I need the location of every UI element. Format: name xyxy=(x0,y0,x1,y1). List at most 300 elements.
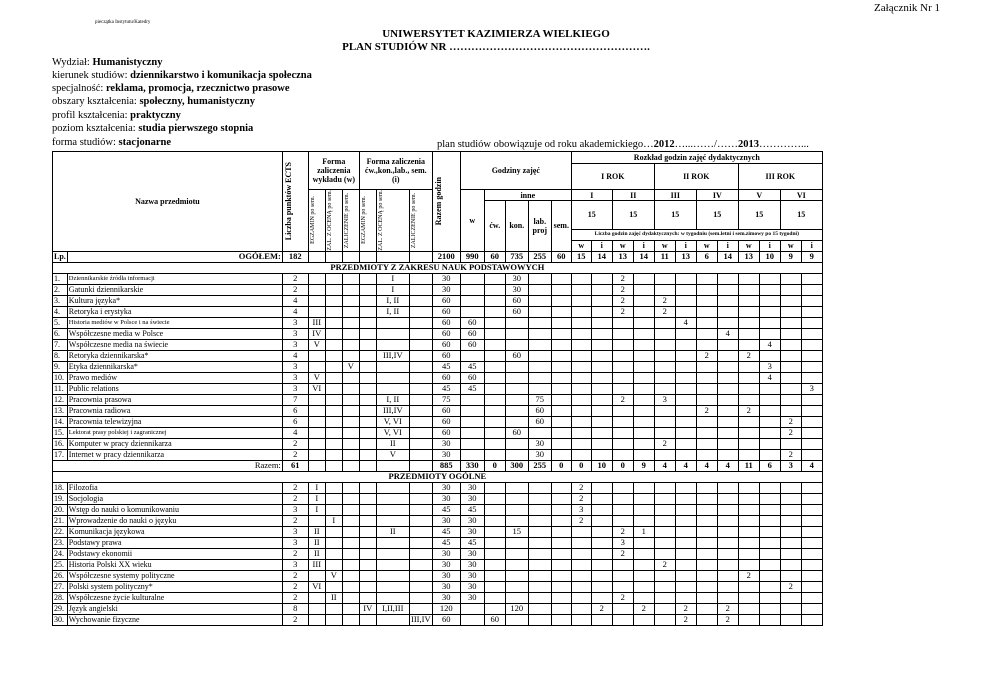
table-cell xyxy=(528,295,551,306)
table-cell xyxy=(717,449,738,460)
table-cell xyxy=(342,581,359,592)
table-cell xyxy=(484,284,505,295)
table-row xyxy=(53,438,844,449)
table-cell: 60 xyxy=(528,416,551,427)
table-cell xyxy=(359,372,376,383)
table-cell xyxy=(325,405,342,416)
table-cell xyxy=(409,372,432,383)
table-cell: 30 xyxy=(432,284,460,295)
header-year-1: I ROK xyxy=(571,164,654,190)
table-cell xyxy=(409,504,432,515)
table-cell xyxy=(633,581,654,592)
table-cell: 3 xyxy=(282,361,308,372)
table-cell xyxy=(359,581,376,592)
table-cell: 4 xyxy=(282,350,308,361)
table-cell xyxy=(551,427,571,438)
table-cell xyxy=(308,515,325,526)
table-cell xyxy=(484,405,505,416)
table-cell xyxy=(738,416,759,427)
table-cell xyxy=(654,537,675,548)
table-cell xyxy=(571,273,591,284)
table-cell xyxy=(801,493,822,504)
table-cell xyxy=(675,592,696,603)
table-cell xyxy=(376,372,409,383)
table-cell xyxy=(738,614,759,625)
table-cell xyxy=(654,361,675,372)
table-cell: 30 xyxy=(432,592,460,603)
attachment-label: Załącznik Nr 1 xyxy=(874,2,940,14)
table-cell xyxy=(675,526,696,537)
table-cell: 120 xyxy=(432,603,460,614)
table-cell: 60 xyxy=(460,372,484,383)
header-weeks-2: 15 xyxy=(612,201,654,230)
table-cell xyxy=(738,339,759,350)
sum-cell: 4 xyxy=(801,460,822,471)
table-cell: 3 xyxy=(612,537,633,548)
table-cell xyxy=(738,394,759,405)
table-cell xyxy=(612,603,633,614)
table-cell xyxy=(801,438,822,449)
table-cell: 2 xyxy=(780,427,801,438)
table-cell xyxy=(551,449,571,460)
table-cell: 45 xyxy=(432,526,460,537)
table-row xyxy=(53,515,844,526)
table-cell: 15 xyxy=(505,526,528,537)
table-cell xyxy=(591,537,612,548)
table-cell xyxy=(696,317,717,328)
header-sem-5: V xyxy=(738,190,780,201)
subject-name: Lektorat prasy polskiej i zagranicznej xyxy=(67,427,282,438)
table-cell xyxy=(308,449,325,460)
table-cell xyxy=(571,317,591,328)
table-cell xyxy=(551,306,571,317)
row-number: 2. xyxy=(53,284,68,295)
table-cell xyxy=(717,504,738,515)
table-cell xyxy=(801,559,822,570)
table-cell xyxy=(696,284,717,295)
table-cell xyxy=(738,284,759,295)
table-cell xyxy=(696,273,717,284)
sum-cell xyxy=(325,460,342,471)
table-cell xyxy=(308,306,325,317)
table-cell xyxy=(409,383,432,394)
table-cell xyxy=(325,328,342,339)
table-cell xyxy=(780,350,801,361)
header-subject: Nazwa przedmiotu xyxy=(53,152,283,252)
table-cell xyxy=(571,570,591,581)
table-cell: IV xyxy=(359,603,376,614)
table-cell xyxy=(612,504,633,515)
table-cell: III,IV xyxy=(376,405,409,416)
table-cell xyxy=(696,504,717,515)
table-cell xyxy=(801,515,822,526)
table-cell: 30 xyxy=(432,273,460,284)
table-cell xyxy=(591,427,612,438)
table-cell xyxy=(325,394,342,405)
table-cell xyxy=(759,449,780,460)
table-cell xyxy=(738,504,759,515)
table-cell xyxy=(484,317,505,328)
table-cell xyxy=(571,559,591,570)
table-cell xyxy=(342,559,359,570)
total-cell: 60 xyxy=(551,251,571,262)
table-cell xyxy=(308,592,325,603)
table-cell xyxy=(528,482,551,493)
table-cell: 30 xyxy=(460,548,484,559)
table-cell xyxy=(780,295,801,306)
header-wi-i: i xyxy=(591,240,612,251)
table-cell xyxy=(505,317,528,328)
table-cell xyxy=(409,306,432,317)
header-w-graded: ZAL. Z OCENĄ po sem. xyxy=(325,190,342,252)
row-number: 16. xyxy=(53,438,68,449)
table-cell xyxy=(342,427,359,438)
table-cell xyxy=(591,372,612,383)
table-cell: 2 xyxy=(282,493,308,504)
table-cell xyxy=(654,504,675,515)
table-cell xyxy=(738,449,759,460)
table-row xyxy=(53,537,844,548)
subject-name: Retoryka dziennikarska* xyxy=(67,350,282,361)
row-number: 15. xyxy=(53,427,68,438)
table-cell: 3 xyxy=(759,361,780,372)
table-cell xyxy=(342,493,359,504)
sum-cell: 3 xyxy=(780,460,801,471)
table-cell xyxy=(675,350,696,361)
table-cell xyxy=(484,328,505,339)
table-cell xyxy=(342,416,359,427)
table-cell xyxy=(591,614,612,625)
table-cell xyxy=(675,581,696,592)
total-cell: 14 xyxy=(633,251,654,262)
table-cell: V, VI xyxy=(376,416,409,427)
table-cell: 3 xyxy=(282,559,308,570)
table-cell xyxy=(325,614,342,625)
table-cell xyxy=(528,372,551,383)
total-cell: 9 xyxy=(801,251,822,262)
table-cell xyxy=(696,537,717,548)
table-cell xyxy=(759,504,780,515)
table-cell: 2 xyxy=(780,449,801,460)
table-cell: II xyxy=(308,548,325,559)
table-cell xyxy=(359,284,376,295)
table-cell xyxy=(675,493,696,504)
row-number: 5. xyxy=(53,317,68,328)
table-cell: 75 xyxy=(432,394,460,405)
table-cell xyxy=(612,405,633,416)
table-cell xyxy=(633,284,654,295)
table-cell: 30 xyxy=(505,284,528,295)
table-cell xyxy=(325,493,342,504)
table-cell xyxy=(612,350,633,361)
table-cell xyxy=(696,328,717,339)
table-cell xyxy=(342,603,359,614)
table-cell: 2 xyxy=(282,438,308,449)
table-cell xyxy=(780,438,801,449)
total-cell: 10 xyxy=(759,251,780,262)
table-cell xyxy=(801,273,822,284)
table-cell: III xyxy=(308,317,325,328)
table-cell: II xyxy=(376,438,409,449)
row-number: 4. xyxy=(53,306,68,317)
table-cell: 2 xyxy=(654,306,675,317)
total-cell: 2100 xyxy=(432,251,460,262)
row-number: 20. xyxy=(53,504,68,515)
table-cell xyxy=(801,372,822,383)
table-cell xyxy=(780,284,801,295)
table-row xyxy=(53,306,844,317)
table-cell xyxy=(654,383,675,394)
table-cell: II xyxy=(308,526,325,537)
info-profile: profil kształcenia: praktyczny xyxy=(52,110,181,121)
row-number: 8. xyxy=(53,350,68,361)
header-wi-i: i xyxy=(801,240,822,251)
table-cell xyxy=(505,328,528,339)
table-cell xyxy=(409,361,432,372)
table-cell xyxy=(591,394,612,405)
table-cell xyxy=(528,537,551,548)
row-number: 21. xyxy=(53,515,68,526)
table-cell: 2 xyxy=(612,394,633,405)
total-cell: 255 xyxy=(528,251,551,262)
table-cell xyxy=(342,273,359,284)
table-cell xyxy=(308,614,325,625)
table-cell xyxy=(801,548,822,559)
table-cell xyxy=(780,548,801,559)
table-cell: 60 xyxy=(505,427,528,438)
table-cell xyxy=(759,570,780,581)
table-cell xyxy=(571,306,591,317)
table-cell xyxy=(696,438,717,449)
table-cell xyxy=(460,438,484,449)
table-cell xyxy=(460,416,484,427)
table-row xyxy=(53,372,844,383)
table-cell xyxy=(409,581,432,592)
table-cell xyxy=(717,559,738,570)
table-cell xyxy=(484,361,505,372)
table-cell: 2 xyxy=(282,592,308,603)
table-cell xyxy=(675,504,696,515)
table-cell xyxy=(801,306,822,317)
row-number: 22. xyxy=(53,526,68,537)
table-cell xyxy=(325,449,342,460)
table-cell xyxy=(696,493,717,504)
header-wi-w: w xyxy=(696,240,717,251)
table-cell xyxy=(359,306,376,317)
subject-name: Pracownia telewizyjna xyxy=(67,416,282,427)
row-number: 29. xyxy=(53,603,68,614)
table-cell xyxy=(591,515,612,526)
table-row xyxy=(53,339,844,350)
table-cell xyxy=(591,383,612,394)
table-cell xyxy=(376,482,409,493)
table-row xyxy=(53,317,844,328)
table-cell xyxy=(675,570,696,581)
table-cell xyxy=(551,493,571,504)
table-cell xyxy=(551,361,571,372)
table-cell xyxy=(571,614,591,625)
table-cell xyxy=(359,405,376,416)
table-cell xyxy=(717,317,738,328)
header-weekly-note: Liczba godzin zajęć dydaktycznych: w tygodniu (sem.letni i sem.zimowy po 15 tygodni) xyxy=(571,229,822,240)
table-cell xyxy=(409,449,432,460)
table-cell xyxy=(308,603,325,614)
row-number: 19. xyxy=(53,493,68,504)
table-cell xyxy=(675,273,696,284)
row-number: 24. xyxy=(53,548,68,559)
table-cell xyxy=(505,372,528,383)
table-cell xyxy=(633,548,654,559)
table-cell xyxy=(409,548,432,559)
table-cell: 2 xyxy=(612,306,633,317)
table-cell xyxy=(633,515,654,526)
table-cell: 30 xyxy=(432,559,460,570)
table-cell: I xyxy=(308,482,325,493)
row-number: 9. xyxy=(53,361,68,372)
table-cell: 6 xyxy=(282,416,308,427)
table-row xyxy=(53,504,844,515)
table-cell xyxy=(654,273,675,284)
table-cell xyxy=(759,614,780,625)
table-cell xyxy=(654,493,675,504)
table-cell: 60 xyxy=(432,350,460,361)
table-cell: 8 xyxy=(282,603,308,614)
table-cell xyxy=(612,438,633,449)
table-cell xyxy=(528,284,551,295)
table-cell xyxy=(484,570,505,581)
table-cell xyxy=(359,559,376,570)
total-cell: 11 xyxy=(654,251,675,262)
table-cell xyxy=(801,317,822,328)
table-cell xyxy=(505,581,528,592)
table-cell xyxy=(633,405,654,416)
header-cw: ćw. xyxy=(484,201,505,252)
table-cell xyxy=(376,614,409,625)
table-cell: V xyxy=(376,449,409,460)
subject-name: Gatunki dziennikarskie xyxy=(67,284,282,295)
table-cell xyxy=(675,449,696,460)
table-cell xyxy=(342,614,359,625)
section-title: PRZEDMIOTY Z ZAKRESU NAUK PODSTAWOWYCH xyxy=(53,262,823,273)
table-cell xyxy=(528,350,551,361)
table-cell xyxy=(505,614,528,625)
table-cell xyxy=(342,317,359,328)
table-cell: 2 xyxy=(612,284,633,295)
table-cell xyxy=(612,570,633,581)
table-cell xyxy=(696,416,717,427)
section-title: PRZEDMIOTY OGÓLNE xyxy=(53,471,823,482)
table-cell xyxy=(633,273,654,284)
row-number: 26. xyxy=(53,570,68,581)
table-cell xyxy=(409,427,432,438)
table-cell: I, II xyxy=(376,306,409,317)
table-cell xyxy=(612,482,633,493)
table-cell xyxy=(571,526,591,537)
table-cell xyxy=(738,581,759,592)
table-cell xyxy=(633,361,654,372)
table-cell xyxy=(738,317,759,328)
table-cell: 3 xyxy=(282,383,308,394)
header-wi-w: w xyxy=(780,240,801,251)
table-cell xyxy=(359,273,376,284)
table-cell xyxy=(654,482,675,493)
subject-name: Pracownia prasowa xyxy=(67,394,282,405)
sum-cell: 300 xyxy=(505,460,528,471)
subject-name: Dziennikarskie źródła informacji xyxy=(67,273,282,284)
table-cell xyxy=(738,493,759,504)
table-cell xyxy=(409,526,432,537)
table-cell xyxy=(571,537,591,548)
table-cell xyxy=(342,537,359,548)
table-cell xyxy=(780,317,801,328)
table-cell xyxy=(551,350,571,361)
table-cell xyxy=(308,284,325,295)
table-cell xyxy=(571,372,591,383)
table-cell xyxy=(484,383,505,394)
table-cell xyxy=(409,273,432,284)
table-cell xyxy=(308,405,325,416)
table-cell xyxy=(505,383,528,394)
table-cell xyxy=(528,570,551,581)
header-i-credit: ZALICZENIE po sem. xyxy=(409,190,432,252)
table-cell xyxy=(633,559,654,570)
table-cell xyxy=(780,515,801,526)
table-cell xyxy=(325,273,342,284)
table-cell xyxy=(633,350,654,361)
header-sem: sem. xyxy=(551,201,571,252)
table-cell xyxy=(696,603,717,614)
table-cell xyxy=(780,559,801,570)
table-cell: 60 xyxy=(432,306,460,317)
study-plan-table xyxy=(52,151,844,626)
table-row xyxy=(53,493,844,504)
table-cell xyxy=(342,339,359,350)
table-cell xyxy=(409,405,432,416)
table-cell xyxy=(551,526,571,537)
table-cell xyxy=(633,493,654,504)
section-general-title xyxy=(53,471,844,482)
table-cell xyxy=(612,383,633,394)
table-cell xyxy=(409,339,432,350)
validity-note: plan studiów obowiązuje od roku akademickiego…2012…...……/……2013…………... xyxy=(437,139,809,150)
row-number: 11. xyxy=(53,383,68,394)
table-cell xyxy=(591,306,612,317)
table-cell: 2 xyxy=(738,405,759,416)
plan-title: PLAN STUDIÓW NR ………………………………………………. xyxy=(342,41,650,53)
table-cell: 2 xyxy=(571,493,591,504)
header-weeks-5: 15 xyxy=(738,201,780,230)
table-cell xyxy=(376,559,409,570)
table-cell xyxy=(359,438,376,449)
table-cell xyxy=(759,273,780,284)
table-cell xyxy=(325,603,342,614)
subject-name: Prawo mediów xyxy=(67,372,282,383)
total-cell: 14 xyxy=(591,251,612,262)
table-cell xyxy=(484,537,505,548)
table-cell xyxy=(505,537,528,548)
table-cell: 3 xyxy=(282,537,308,548)
table-cell xyxy=(591,559,612,570)
table-cell xyxy=(654,614,675,625)
table-cell xyxy=(612,614,633,625)
table-cell xyxy=(325,284,342,295)
table-cell xyxy=(591,317,612,328)
table-cell xyxy=(551,482,571,493)
table-cell xyxy=(654,416,675,427)
table-cell xyxy=(484,482,505,493)
table-cell xyxy=(342,350,359,361)
sum-cell xyxy=(359,460,376,471)
